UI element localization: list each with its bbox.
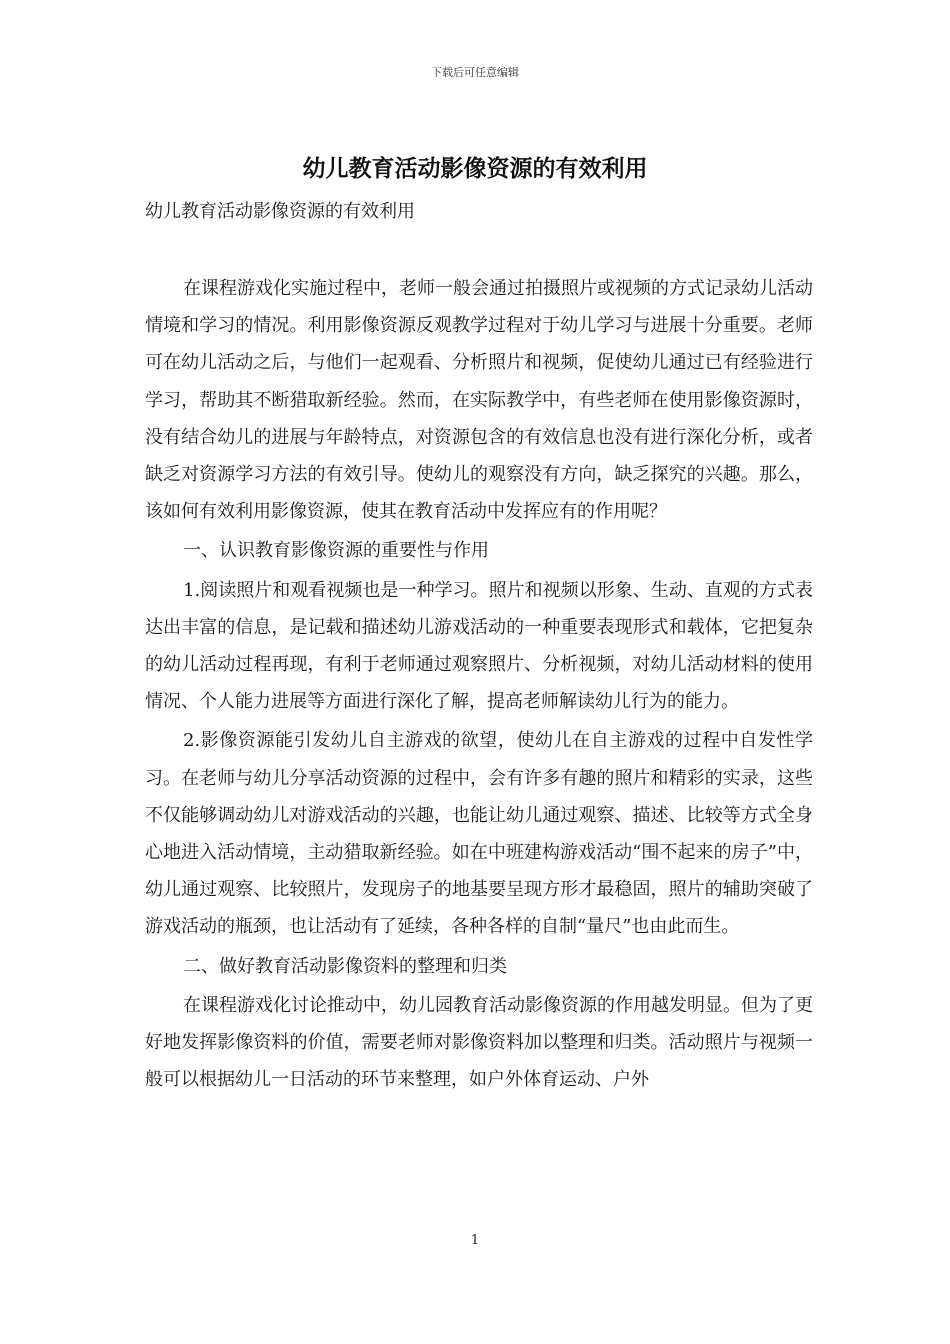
section-heading-1: 一、认识教育影像资源的重要性与作用 [183, 540, 489, 562]
page-number: 1 [470, 1233, 480, 1248]
document-title: 幼儿教育活动影像资源的有效利用 [302, 155, 648, 182]
page-header-note: 下载后可任意编辑 [431, 66, 519, 79]
document-subtitle: 幼儿教育活动影像资源的有效利用 [145, 201, 415, 222]
paragraph-intro: 在课程游戏化实施过程中，老师一般会通过拍摄照片或视频的方式记录幼儿活动情境和学习的情况。利用影像资源反观教学过程对于幼儿学习与进展十分重要。老师可在幼儿活动之后，与他们一起观看、分析照片和视频，促使幼儿通过已有经验进行学习，帮助其不断猎取新经验。然而，在实际教学中，有些老师在使用影像资源时，没有结合幼儿的进展与年龄特点，对资源包含的有效信息也没有进行深化分析，或者缺乏对资源学习方法的有效引导。使幼儿的观察没有方向，缺乏探究的兴趣。那么，该如何有效利用影像资源，使其在教育活动中发挥应有的作用呢？ [145, 278, 813, 523]
paragraph-point-1: 1.阅读照片和观看视频也是一种学习。照片和视频以形象、生动、直观的方式表达出丰富的信息，是记载和描述幼儿游戏活动的一种重要表现形式和载体，它把复杂的幼儿活动过程再现，有利于老师通过观察照片、分析视频，对幼儿活动材料的使用情况、个人能力进展等方面进行深化了解，提高老师解读幼儿行为的能力。 [145, 579, 813, 713]
document-body [145, 270, 813, 1100]
paragraph-point-2: 2.影像资源能引发幼儿自主游戏的欲望，使幼儿在自主游戏的过程中自发性学习。在老师与幼儿分享活动资源的过程中，会有许多有趣的照片和精彩的实录，这些不仅能够调动幼儿对游戏活动的兴趣，也能让幼儿通过观察、描述、比较等方式全身心地进入活动情境，主动猎取新经验。如在中班建构游戏活动“围不起来的房子”中，幼儿通过观察、比较照片，发现房子的地基要呈现方形才最稳固，照片的辅助突破了游戏活动的瓶颈，也让活动有了延续，各种各样的自制“量尺”也由此而生。 [145, 730, 813, 938]
paragraph-section-2: 在课程游戏化讨论推动中，幼儿园教育活动影像资源的作用越发明显。但为了更好地发挥影像资料的价值，需要老师对影像资料加以整理和归类。活动照片与视频一般可以根据幼儿一日活动的环节来整理，如户外体育运动、户外 [145, 994, 813, 1091]
section-heading-2: 二、做好教育活动影像资料的整理和归类 [183, 955, 507, 977]
